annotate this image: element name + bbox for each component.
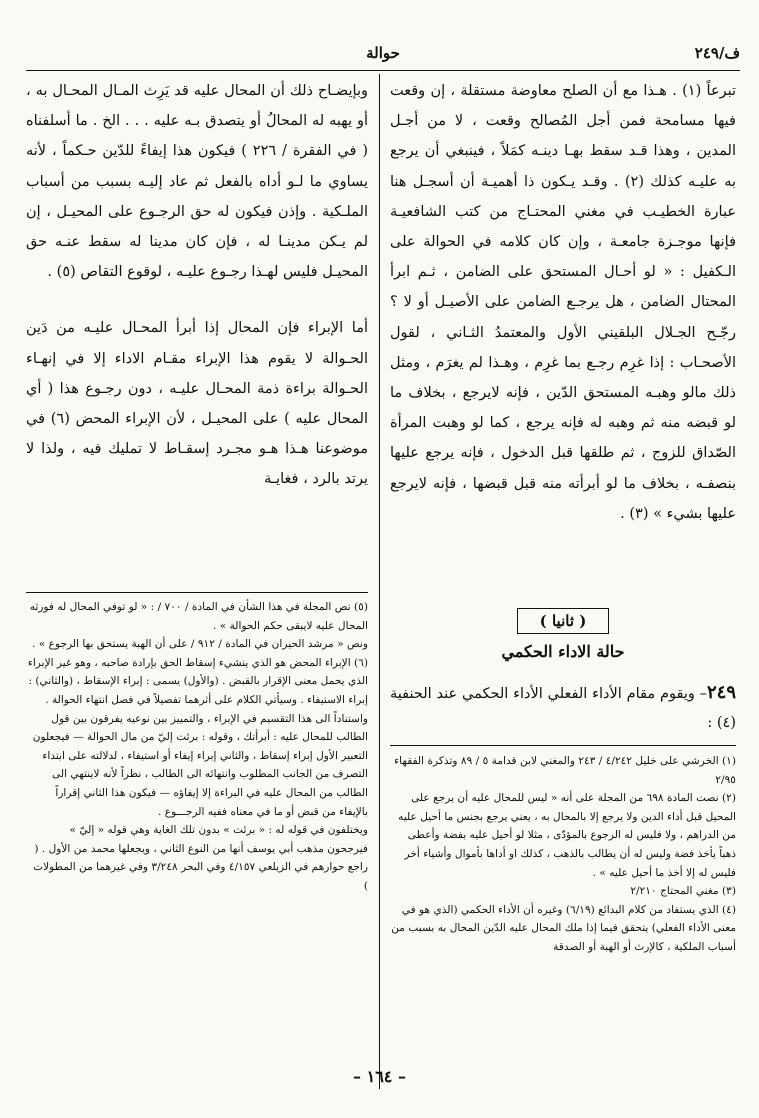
paragraph-249 [390,678,736,738]
page-reference: ف/٢٤٩ [694,44,740,62]
column-divider [379,74,380,1089]
left-paragraph-2: أما الإبراء فإن المحال إذا أبرأ المحـال عليـه من دَين الحـوالة لا يقوم هذا الإبراء مقـام الاداء إلا في إنهـاء الحـوالة براءة ذمة المحـال عليـه ، دون رجـوع هذا ( أي المحال عليه ) على المحيـل ، لأن الإبراء المحض (٦) في موضوعنا هـذا هـو مجـرد إسقـاط لا تمليك فيه ، ولذا لا يرتد بالرد ، فغايـة [26,320,368,488]
right-column [390,76,736,529]
left-footnotes [26,598,368,896]
page-header [26,44,740,70]
footnote-6-continued: واستناداً الى هذا التقسيم في الإبراء ، والتمييز بين نوعيه يفرقون بين قول الطالب للمحال عليه : أبرأتك ، وقوله : برئت إليّ من مال الحوالة — فيجعلون التعبير الأول إبراء إسقاط ، والثاني إبراء إيفاء أو استيفاء ، لدلالته على ابتداء التصرف من الجانب المطلوب وانتهائه الى الطالب ، نظراً لأنه لاينتهي الى الطالب من المحال عليه في البراءة إلا إيفاؤه — فيكون هذا الثاني إقراراً بالإيفاء من قبض أو ما في معناه ففيه الرجـــوع . [32,712,368,818]
paragraph-number: ٢٤٩ [706,682,736,703]
footnote-1: (١) الخرشي على خليل ٤/٢٤٢ / ٢٤٣ والمغني لابن قدامة ٥ / ٨٩ وتذكرة الفقهاء ٢/٩٥ [394,755,736,786]
footnote-5-continued: ونص « مرشد الحيران في المادة / ٩١٢ / على أن الهبة يستحق بها الرجوع » . [32,638,368,651]
left-footnote-rule [26,592,368,593]
running-title: حوالة [366,44,400,62]
section-heading-block [390,608,736,661]
paragraph-249-text: – ويقوم مقام الأداء الفعلي الأداء الحكمي عند الحنفية (٤) : [390,686,736,731]
footnote-2: (٢) نصت المادة ٦٩٨ من المجلة على أنه « ليس للمحال عليه أن يرجع على المحيل قبل أداء الدين ولا يرجع إلا بالمحال به ، يعني يرجع بجنس ما أحيل عليه من الدراهم ، ولا فليس له الرجوع بالمؤدّى ، مثلا لو أحيل عليه بفضة وأعطى ذهباً يأخذ فضة وليس له أن يطالب بالذهب ، كذلك او أداها بأموال وأشياء أخر فليس له إلا أخذ ما أحيل عليه » . [398,792,736,879]
header-rule [26,70,740,71]
right-footnotes [390,752,736,957]
left-paragraph-1: وبإيضـاح ذلك أن المحال عليه قد يَرِث المـال المحـال به ، أو يهبه له المحالُ أو يتصدق بـه عليه . . . الخ . ما أسلفناه ( في الفقرة / ٢٢٦ ) فيكون هذا إيفاءً للدّين حـكماً ، لأنه يساوي ما لـو أداه بالفعل ثم عاد إليـه بسبب من أسباب الملـكية . وإذن فيكون له حق الرجـوع على المحيـل ، إن لم يـكن مدينـا له ، فإن كان مدينا له سقط عنـه حق المحيـل فليس لهـذا رجـوع عليـه ، لوقوع التقاص (٥) . [26,83,368,281]
section-label: ( ثانيا ) [517,608,610,634]
right-footnote-rule [390,745,736,746]
footnote-5: (٥) نص المجلة في هذا الشأن في المادة / ٧٠٠ / : « لو توفي المحال له فورثه المحال عليه لايبقى حكم الحوالة » . [29,601,368,632]
right-main-paragraph: تبرعاً (١) . هـذا مع أن الصلح معاوضة مستقلة ، إن وقعت فيها مسامحة فمن أجل المُصالح وقعت ، لا من أجـل المدين ، وهذا قـد سقط بهـا دينـه كمَلاً ، فينبغي أن يرجع به عليـه كذلك (٢) . وقـد يـكون ذا أهميـة أن أسجـل هنا عبارة الخطيـب في مغني المحتـاج من كتب الشافعيـة فإنها موجـزة جامعـة ، وإن كان كلامه في الحوالة على الـكفيل : « لو أحـال المستحق على الضامن ، ثـم ابرأ المحتال الضامن ، هل يرجـع الضامن على الأصيـل أو لا ؟ رجّـح الجـلال البلقيني الأول والمعتمدُ الثـاني ، لقول الأصحـاب : إذا غرِم رجـع بما غرِم ، وهـذا لم يغرَم ، ومثل ذلك مالو وهبـه المستحق الدّين ، فإنه لايرجع ، بخلاف ما لو قبضه منه ثم وهبه له فإنه يرجع ، كما لو وهبت المرأة الصّداق للزوج ، ثم طلقها قبل الدخول ، فإنه يرجع عليها بنصفـه ، بخلاف ما لو أبرأته منه قبل قبضها ، فإنه لايرجع عليها بشيء » (٣) . [390,83,737,522]
section-title: حالة الاداء الحكمي [501,642,625,661]
left-column [26,76,368,495]
footnote-6-final: ويختلفون في قوله له : « برئت » بدون تلك الغاية وهي قوله « إليّ » فيرجحون مذهب أبي يوسف أنها من النوع الثاني ، ويجعلها محمد من الأول . ( راجع حوارهم في الزيلعي ٤/١٥٧ وفي البحر ٣/٢٤٨ وفي غيرهما من المطولات ) [33,824,368,892]
page-number: – ١٦٤ – [353,1067,406,1086]
footnote-6: (٦) الإبراء المحض هو الذي ينشيء إسقاط الحق بإرادة صاحبه ، وهو غير الإبراء الذي يحمل معنى الإقرار بالقبض . (والأول) يسمى : إبراء الإسقاط ، (والثاني) : إبراء الاستيفاء . وسيأتي الكلام على أثرهما تفصيلاً في فصل انتهاء الحوالة . [27,656,368,706]
footnote-3: (٣) مغني المحتاج ٢/٢١٠ [630,885,736,898]
footnote-4: (٤) الذي يستفاد من كلام البدائع (٦/١٩) وغيره أن الأداء الحكمي (الذي هو في معنى الأداء الفعلي) يتحقق فيما إذا ملك المحال عليه الدّين المحال به بسبب من أسباب الملكية ، كالإرث أو الهبة أو الصدقة [391,903,736,953]
